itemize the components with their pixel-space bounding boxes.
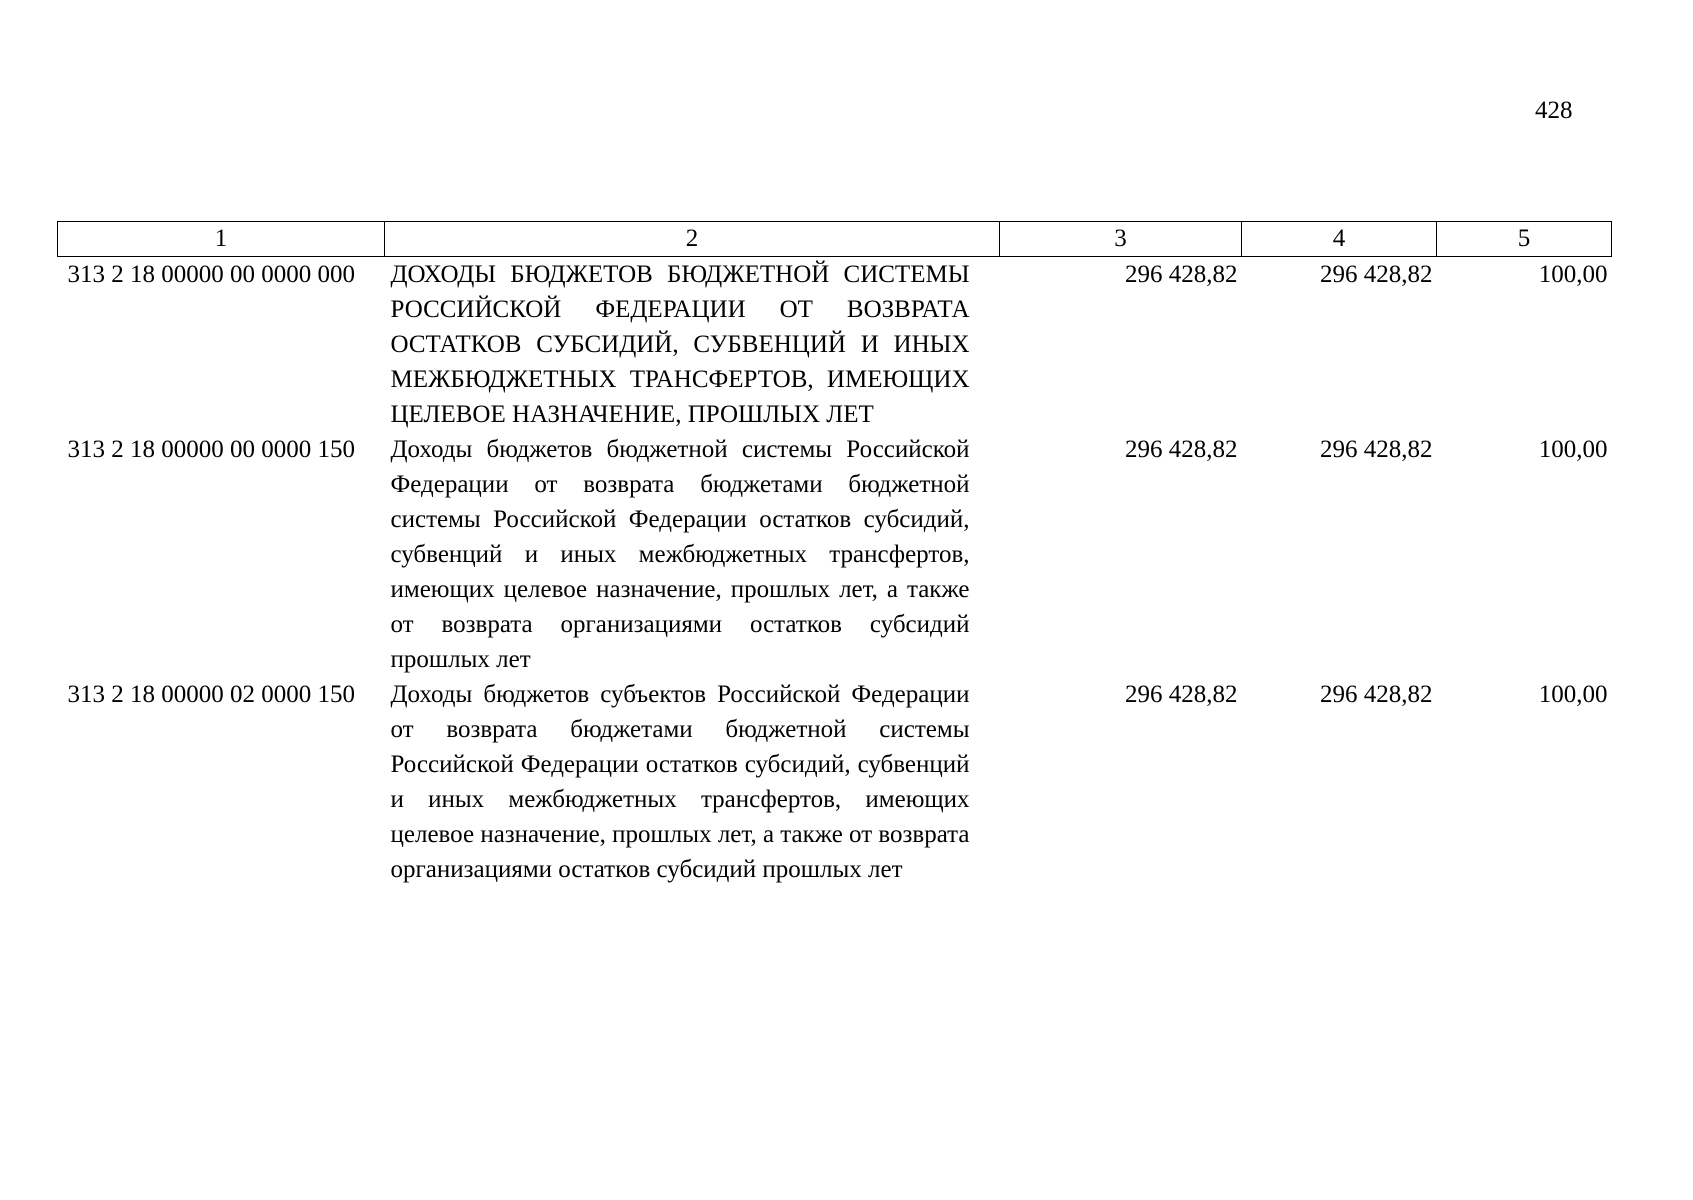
row-col3-value: 296 428,82 xyxy=(1125,261,1238,288)
row-name: ДОХОДЫ БЮДЖЕТОВ БЮДЖЕТНОЙ СИСТЕМЫ РОССИЙСКОЙ ФЕДЕРАЦИИ ОТ ВОЗВРАТА ОСТАТКОВ СУБСИДИЙ, СУБВЕНЦИЙ И ИНЫХ МЕЖБЮДЖЕТНЫХ ТРАНСФЕРТОВ, ИМЕЮЩИХ ЦЕЛЕВОЕ НАЗНАЧЕНИЕ, ПРОШЛЫХ ЛЕТ xyxy=(390,261,970,428)
table-row xyxy=(58,257,1612,433)
header-col-5: 5 xyxy=(1437,222,1612,257)
header-col-1: 1 xyxy=(58,222,385,257)
row-name: Доходы бюджетов бюджетной системы Российской Федерации от возврата бюджетами бюджетной системы Российской Федерации остатков субсидий, субвенций и иных межбюджетных трансфертов, имеющих целевое назначение, прошлых лет, а также от возврата организациями остатков субсидий прошлых лет xyxy=(390,436,970,673)
table-row xyxy=(58,677,1612,887)
header-col-4: 4 xyxy=(1242,222,1437,257)
row-col5-value: 100,00 xyxy=(1538,681,1608,708)
row-col4-value: 296 428,82 xyxy=(1320,436,1433,463)
table-header xyxy=(58,222,1612,257)
table-row xyxy=(58,432,1612,677)
row-col4-value: 296 428,82 xyxy=(1320,261,1433,288)
row-col3-value: 296 428,82 xyxy=(1125,681,1238,708)
header-col-2: 2 xyxy=(385,222,1000,257)
row-col5-value: 100,00 xyxy=(1538,261,1608,288)
header-col-3: 3 xyxy=(1000,222,1242,257)
row-col4-value: 296 428,82 xyxy=(1320,681,1433,708)
page-number: 428 xyxy=(1535,97,1573,124)
row-col5-value: 100,00 xyxy=(1538,436,1608,463)
header-row xyxy=(58,222,1612,257)
row-col3-value: 296 428,82 xyxy=(1125,436,1238,463)
row-code: 313 2 18 00000 00 0000 000 xyxy=(67,261,355,288)
row-code: 313 2 18 00000 00 0000 150 xyxy=(67,436,355,463)
table-body xyxy=(58,257,1612,888)
budget-table xyxy=(57,221,1612,887)
row-name: Доходы бюджетов субъектов Российской Федерации от возврата бюджетами бюджетной системы Российской Федерации остатков субсидий, субвенций и иных межбюджетных трансфертов, имеющих целевое назначение, прошлых лет, а также от возврата организациями остатков субсидий прошлых лет xyxy=(390,681,970,883)
row-code: 313 2 18 00000 02 0000 150 xyxy=(67,681,355,708)
